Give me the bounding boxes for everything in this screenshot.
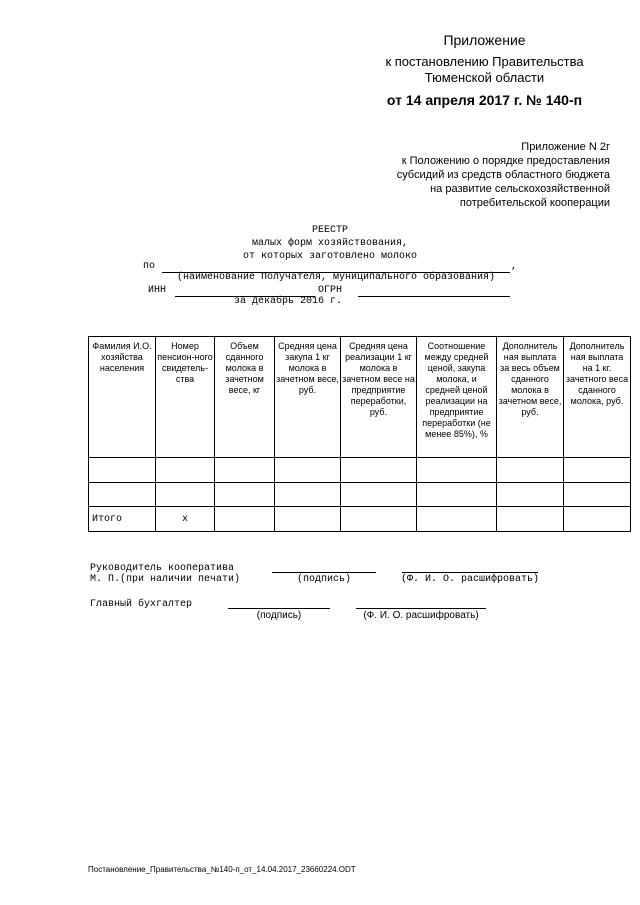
head-label: Руководитель кооператива [90, 563, 235, 574]
inn-label: ИНН [148, 285, 167, 296]
column-header: Фамилия И.О. хозяйства населения [89, 337, 156, 458]
table-cell [497, 507, 564, 532]
stamp-label: М. П.(при наличии печати) [90, 574, 241, 585]
table-cell [89, 483, 156, 507]
footer-filename: Постановление_Правительства_№140-п_от_14.04.2017_23660224.ODT [88, 865, 356, 874]
column-header: Объем сданного молока в зачетном весе, кг [215, 337, 275, 458]
table-cell [497, 458, 564, 483]
name-caption: (Ф. И. О. расшифровать) [363, 610, 479, 621]
registry-comma: , [511, 261, 518, 272]
column-header: Дополнитель ная выплата на 1 кг. зачетного веса сданного молока, руб. [564, 337, 631, 458]
appendix-title: Приложение [443, 32, 526, 48]
accountant-label: Главный бухгалтер [90, 599, 193, 610]
resolution-date-number: от 14 апреля 2017 г. № 140-п [386, 92, 583, 108]
column-header: Номер пенсион-ного свидетель-ства [156, 337, 215, 458]
recipient-caption: (наименование Получателя, муниципального образования) [176, 272, 496, 283]
table-cell [417, 507, 497, 532]
accountant-name-line [356, 608, 486, 609]
appendix2-line: к Положению о порядке предоставления [401, 155, 610, 167]
table-cell [275, 458, 341, 483]
resolution-reference: к постановлению Правительства Тюменской области [385, 54, 584, 85]
column-header: Соотношение между средней ценой, закупа молока, и средней ценой реализации на предприятие переработки (не менее 85%), % [417, 337, 497, 458]
total-mark: х [156, 507, 215, 532]
table-cell [564, 458, 631, 483]
table-cell [497, 483, 564, 507]
table-cell [417, 458, 497, 483]
head-name-line [402, 572, 538, 573]
appendix2-line: субсидий из средств областного бюджета [396, 169, 610, 181]
registry-period: за декабрь 2016 г. [234, 296, 343, 307]
registry-heading [195, 224, 465, 263]
table-total-row [89, 507, 631, 532]
registry-table [88, 336, 631, 532]
table-cell [417, 483, 497, 507]
column-header: Средняя цена реализации 1 кг молока в зачетном весе на предприятие переработки, руб. [341, 337, 417, 458]
table-cell [156, 483, 215, 507]
registry-title: РЕЕСТР [311, 225, 348, 236]
table-header-row [89, 337, 631, 458]
table-cell [341, 507, 417, 532]
total-label: Итого [89, 507, 156, 532]
table-row [89, 483, 631, 507]
sign-caption: (подпись) [296, 574, 351, 585]
appendix2-line: потребительской кооперации [459, 197, 610, 209]
appendix2-block [350, 140, 610, 210]
table-cell [215, 507, 275, 532]
name-caption: (Ф. И. О. расшифровать) [400, 574, 540, 585]
table-row [89, 458, 631, 483]
table-cell [215, 483, 275, 507]
registry-line: малых форм хозяйствования, [251, 238, 409, 249]
column-header: Средняя цена закупа 1 кг молока в зачетном весе, руб. [275, 337, 341, 458]
column-header: Дополнитель ная выплата за весь объем сданного молока в зачетном весе, руб. [497, 337, 564, 458]
table-cell [564, 507, 631, 532]
ogrn-label: ОГРН [318, 285, 343, 296]
ogrn-underline [358, 296, 510, 297]
table-cell [564, 483, 631, 507]
table-cell [89, 458, 156, 483]
appendix2-title: Приложение N 2г [521, 141, 610, 153]
table-cell [341, 483, 417, 507]
table-cell [275, 483, 341, 507]
table-cell [156, 458, 215, 483]
appendix2-line: на развитие сельскохозяйственной [430, 183, 610, 195]
registry-line: от которых заготовлено молоко [242, 251, 418, 262]
sign-caption: (подпись) [256, 610, 302, 621]
table-cell [341, 458, 417, 483]
accountant-sign-line [228, 608, 330, 609]
head-sign-line [272, 572, 376, 573]
table-cell [215, 458, 275, 483]
table-cell [275, 507, 341, 532]
registry-by-label: по [143, 261, 156, 272]
